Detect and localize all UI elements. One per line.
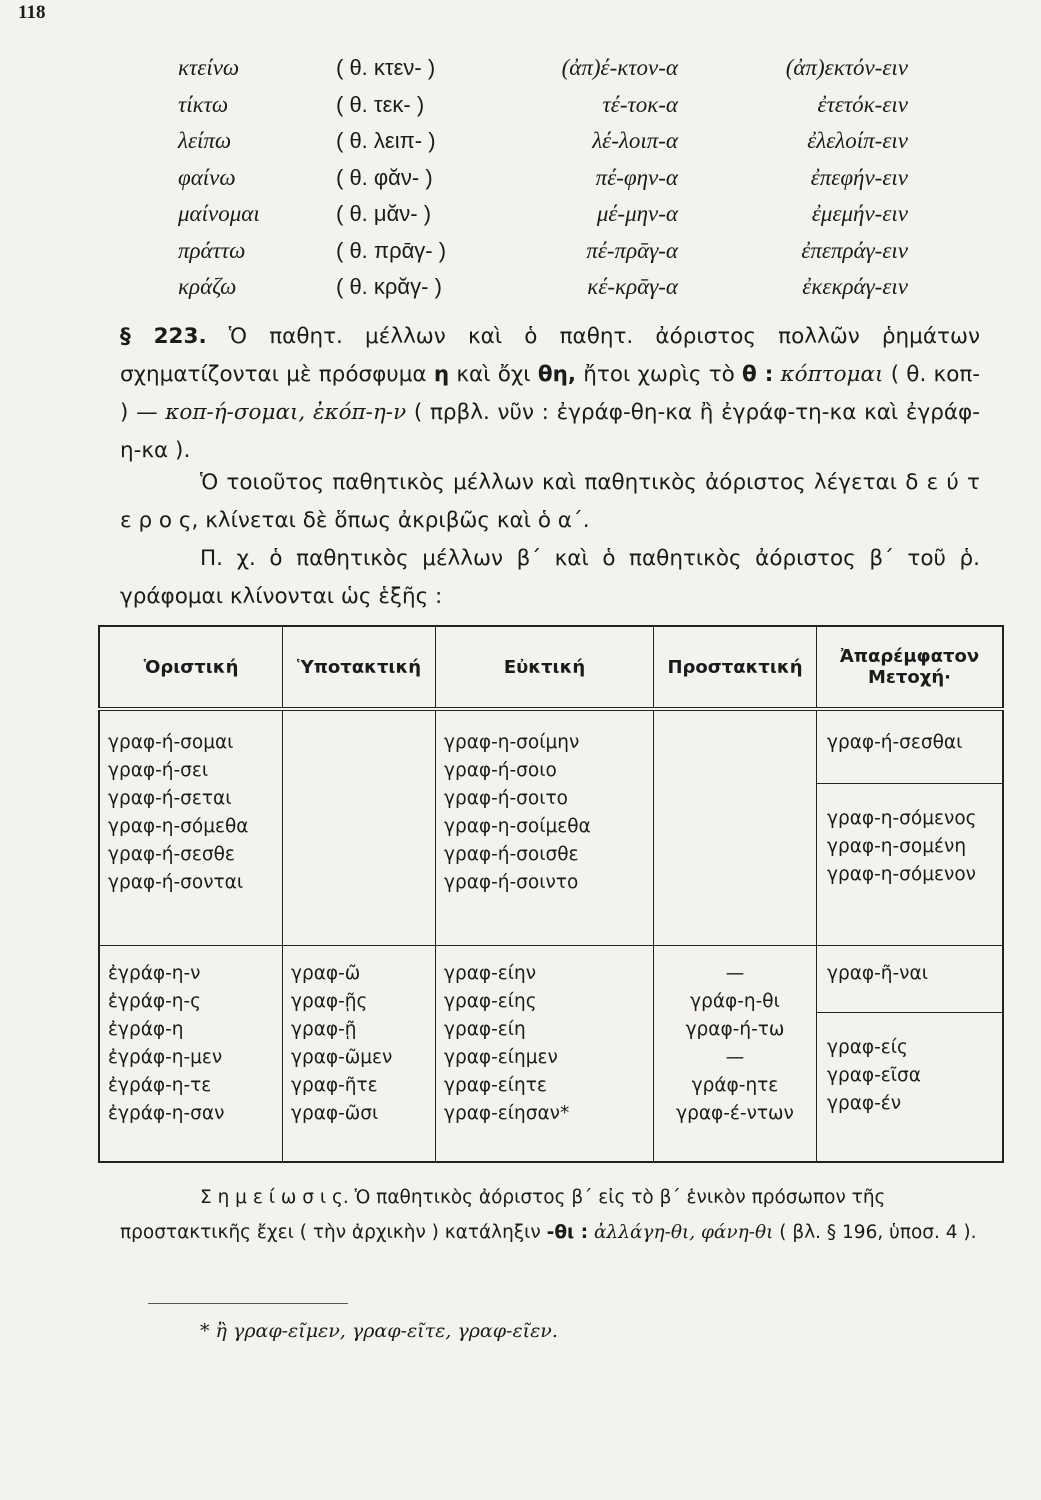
verb-perfect: πέ-φην-α	[595, 164, 678, 190]
note-ending: -θι :	[546, 1222, 589, 1243]
form-cell: γράφ-η-θι	[690, 991, 780, 1012]
form-cell: γραφ-η-σόμενον	[827, 864, 976, 885]
verb-present: φαίνω	[178, 164, 236, 190]
verb-perfect: (ἀπ)έ-κτον-α	[561, 55, 678, 80]
verb-present: κτείνω	[178, 55, 240, 80]
aorist-participle	[817, 1012, 1002, 1118]
form-cell: —	[725, 963, 745, 984]
verb-theme: ( θ. φᾰν- )	[336, 164, 433, 190]
conjugation-table	[98, 625, 1004, 1163]
verb-perfect: τέ-τοκ-α	[602, 91, 678, 117]
verb-pluperfect: (ἀπ)εκτόν-ειν	[785, 55, 908, 80]
form-cell: γραφ-είησαν*	[444, 1103, 570, 1124]
form-cell: γραφ-ή-σεται	[108, 788, 232, 809]
form-cell: γραφ-ή-σοιντο	[444, 872, 579, 893]
form-cell: ἐγράφ-η	[108, 1019, 184, 1040]
section-number: § 223.	[120, 324, 207, 349]
aorist-subjunctive	[283, 946, 436, 1163]
verb-perfect: λέ-λοιπ-α	[592, 128, 678, 153]
verb-pluperfect: ἐτετόκ-ειν	[817, 91, 908, 117]
form-cell: γραφ-έ-ντων	[676, 1103, 794, 1124]
form-cell: γραφ-ή-σοιτο	[444, 788, 568, 809]
note-text: Ὁ παθητικὸς ἀόριστος β΄ εἰς τὸ β΄ ἑνικὸν πρόσωπον τῆς προστακτικῆς ἔχει ( τὴν ἀρχικὴν ) κατάληξιν	[120, 1187, 886, 1243]
verb-pluperfect: ἐκεκράγ-ειν	[802, 274, 908, 299]
form-cell: ἐγράφ-η-ς	[108, 991, 202, 1012]
p1-theta-eta: θη,	[537, 362, 577, 387]
p1-end: ( πρβλ. νῦν : ἐγράφ-θη-κα ἢ ἐγράφ-τη-κα καὶ ἐγράφ-η-κα ).	[120, 400, 980, 463]
form-cell: γραφ-ή-σει	[108, 760, 209, 781]
aorist-row	[99, 946, 1003, 1163]
aorist-imperative	[654, 946, 817, 1163]
form-cell: γραφ-η-σόμεθα	[108, 816, 249, 837]
form-cell: γράφ-ητε	[691, 1075, 779, 1096]
future-row	[99, 709, 1003, 946]
form-cell: ἐγράφ-η-μεν	[108, 1047, 223, 1068]
verb-row	[178, 238, 938, 275]
verb-theme: ( θ. κρᾰγ- )	[336, 274, 442, 299]
verb-present: μαίνομαι	[178, 201, 260, 226]
note-label: Σ η μ ε ί ω σ ι ς.	[200, 1187, 349, 1208]
verb-perfect: μέ-μην-α	[596, 201, 678, 226]
header-participle: Μετοχή·	[867, 667, 952, 688]
verb-pluperfect: ἐπεφήν-ειν	[810, 164, 908, 190]
verb-theme: ( θ. κτεν- )	[336, 55, 436, 80]
form-cell: ἐγράφ-η-τε	[108, 1075, 212, 1096]
verb-perfect: πέ-πρᾱγ-α	[586, 237, 678, 263]
form-cell: γραφ-ή-σοιο	[444, 760, 557, 781]
future-participle	[817, 783, 1002, 889]
page-number: 118	[18, 2, 46, 23]
aorist-infinitive-participle	[817, 946, 1004, 1163]
verb-present: πράττω	[178, 237, 246, 263]
future-optative	[436, 709, 654, 946]
p2-end: κλίνεται δὲ ὅπως ἀκριβῶς καὶ ὁ α΄.	[205, 508, 590, 533]
p1-forms: κοπ-ή-σομαι, ἐκόπ-η-ν	[165, 400, 407, 425]
p3-text: Π. χ. ὁ παθητικὸς μέλλων β΄ καὶ ὁ παθητικὸς ἀόριστος β΄ τοῦ ῥ. γράφομαι κλίνονται ὡς ἑξῆς :	[120, 546, 980, 609]
verb-present: τίκτω	[178, 91, 229, 117]
verb-pluperfect: ἐπεπράγ-ειν	[801, 237, 908, 263]
form-cell: γραφ-η-σομένη	[827, 836, 967, 857]
form-cell: ἐγράφ-η-σαν	[108, 1103, 225, 1124]
verb-theme: ( θ. λειπ- )	[336, 128, 436, 153]
form-cell: γραφ-είημεν	[444, 1047, 558, 1068]
future-subjunctive	[283, 709, 436, 946]
verb-theme: ( θ. μᾰν- )	[336, 201, 432, 226]
form-cell: ἐγράφ-η-ν	[108, 963, 201, 984]
verb-perfect: κέ-κρᾱγ-α	[587, 274, 678, 299]
future-infinitive-participle	[817, 709, 1004, 946]
form-cell: γραφ-ή-σεσθε	[108, 844, 235, 865]
form-cell: γραφ-ῶμεν	[291, 1047, 393, 1068]
form-cell: γραφ-εῖσα	[827, 1065, 921, 1086]
p1-example: κόπτομαι	[780, 362, 884, 387]
header-imperative: Προστακτική	[654, 626, 817, 709]
verb-row	[178, 201, 938, 238]
form-cell: γραφ-είητε	[444, 1075, 547, 1096]
form-cell: γραφ-είην	[444, 963, 537, 984]
form-cell: γραφ-η-σοίμην	[444, 732, 580, 753]
header-indicative: Ὁριστική	[99, 626, 283, 709]
form-cell: γραφ-έν	[827, 1093, 902, 1114]
form-cell: γραφ-είης	[444, 991, 537, 1012]
form-cell: γραφ-ή-σοισθε	[444, 844, 579, 865]
verb-list	[178, 55, 938, 311]
cell-divider	[817, 783, 1002, 784]
p1-theta: θ :	[742, 362, 774, 387]
p1-eta: η	[433, 362, 450, 387]
p2-spaced: δ ε ύ τ ε ρ ο ς,	[120, 470, 980, 533]
form-cell: γραφ-ῆτε	[291, 1075, 378, 1096]
future-imperative	[654, 709, 817, 946]
verb-present: λείπω	[178, 128, 232, 153]
section-223-paragraph-1	[120, 318, 980, 470]
aorist-optative	[436, 946, 654, 1163]
verb-row	[178, 55, 938, 92]
verb-present: κράζω	[178, 274, 237, 299]
verb-row	[178, 274, 938, 311]
aorist-indicative	[99, 946, 283, 1163]
verb-pluperfect: ἐμεμήν-ειν	[811, 201, 908, 226]
form-cell: γραφ-είη	[444, 1019, 526, 1040]
header-infinitive-participle	[817, 626, 1004, 709]
verb-row	[178, 165, 938, 202]
verb-pluperfect: ἐλελοίπ-ειν	[807, 128, 908, 153]
verb-theme: ( θ. πρᾱγ- )	[336, 237, 447, 263]
footnote-divider	[148, 1303, 348, 1304]
aorist-infinitive: γραφ-ῆ-ναι	[827, 963, 928, 984]
section-223-paragraph-3	[120, 540, 980, 616]
p1-mid2: ἤτοι χωρὶς τὸ	[583, 362, 735, 387]
form-cell: γραφ-ή-σομαι	[108, 732, 234, 753]
form-cell: γραφ-ῇ	[291, 1019, 357, 1040]
future-indicative	[99, 709, 283, 946]
section-223-paragraph-2	[120, 464, 980, 540]
p1-mid: καὶ ὄχι	[456, 362, 531, 387]
p2-start: Ὁ τοιοῦτος παθητικὸς μέλλων καὶ παθητικὸς ἀόριστος λέγεται	[200, 470, 898, 495]
header-optative: Εὐκτική	[436, 626, 654, 709]
form-cell: γραφ-ή-τω	[685, 1019, 785, 1040]
form-cell: γραφ-ή-σονται	[108, 872, 244, 893]
form-cell: γραφ-η-σόμενος	[827, 808, 977, 829]
verb-row	[178, 92, 938, 129]
future-infinitive: γραφ-ή-σεσθαι	[827, 732, 963, 753]
table-header-row	[99, 626, 1003, 709]
footnote: * ἢ γραφ-εῖμεν, γραφ-εῖτε, γραφ-εῖεν.	[200, 1320, 558, 1342]
form-cell: γραφ-είς	[827, 1037, 908, 1058]
note-examples: ἀλλάγη-θι, φάνη-θι	[594, 1222, 774, 1243]
note-paragraph	[120, 1180, 980, 1250]
form-cell: γραφ-ῶσι	[291, 1103, 379, 1124]
form-cell: —	[725, 1047, 745, 1068]
header-infinitive: Ἀπαρέμφατον	[839, 646, 980, 667]
p1-theme: ( θ. κοπ- ) —	[120, 362, 981, 425]
p1-text: Ὁ παθητ. μέλλων καὶ ὁ παθητ. ἀόριστος πολλῶν ῥημάτων σχηματίζονται μὲ πρόσφυμα	[120, 324, 980, 387]
note-ref: ( βλ. § 196, ὑποσ. 4 ).	[779, 1222, 977, 1243]
header-subjunctive: Ὑποτακτική	[283, 626, 436, 709]
form-cell: γραφ-ῶ	[291, 963, 361, 984]
form-cell: γραφ-η-σοίμεθα	[444, 816, 591, 837]
verb-row	[178, 128, 938, 165]
form-cell: γραφ-ῇς	[291, 991, 368, 1012]
cell-divider	[817, 1012, 1002, 1013]
verb-theme: ( θ. τεκ- )	[336, 91, 425, 117]
